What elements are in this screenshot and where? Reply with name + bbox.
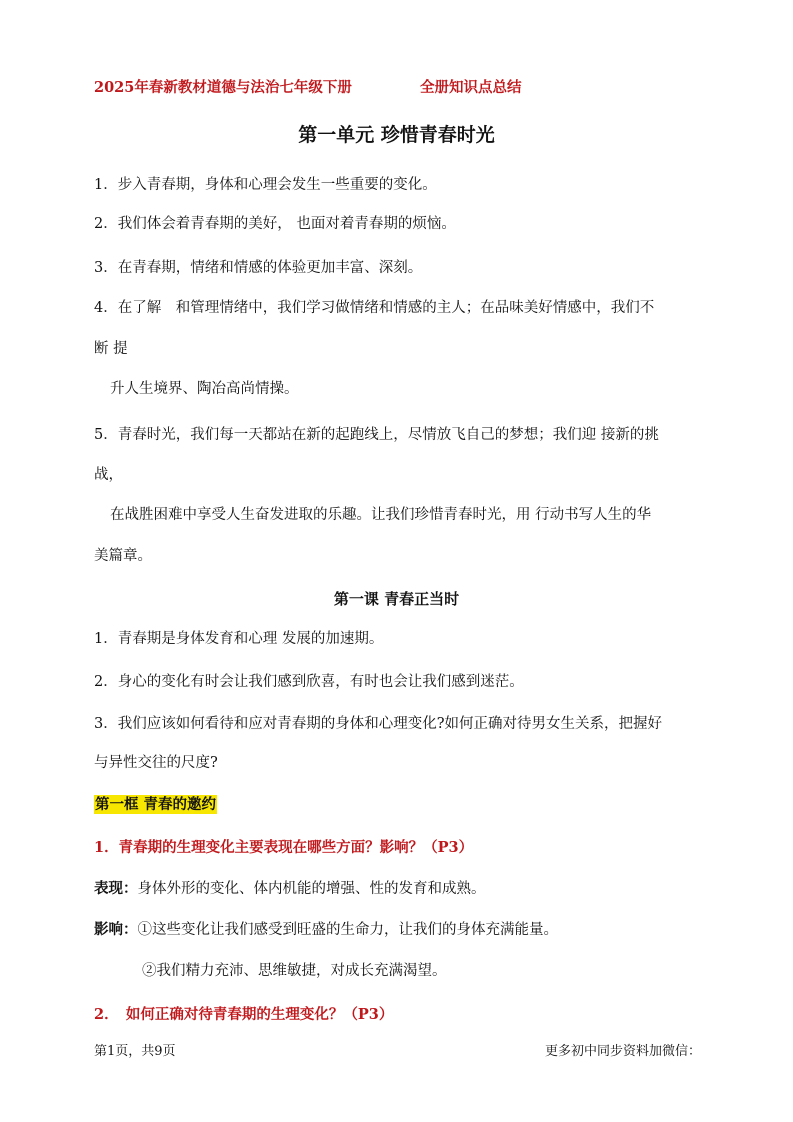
performance-text: 身体外形的变化、体内机能的增强、性的发育和成熟。 xyxy=(137,881,486,897)
question-1: 1．青春期的生理变化主要表现在哪些方面？影响？（P3） xyxy=(94,839,474,856)
unit-point-4-cont: 断 提 xyxy=(94,341,128,357)
unit-point-5: 5．青春时光，我们每一天都站在新的起跑线上，尽情放飞自己的梦想；我们迎 接新的挑 xyxy=(94,427,659,443)
impact-label: 影响： xyxy=(94,921,138,938)
lesson-point-3-cont: 与异性交往的尺度? xyxy=(94,755,218,771)
lesson-point-2: 2．身心的变化有时会让我们感到欣喜，有时也会让我们感到迷茫。 xyxy=(94,674,524,690)
unit-title: 第一单元 珍惜青春时光 xyxy=(298,124,495,146)
impact-item-2: ②我们精力充沛、思维敏捷，对成长充满渴望。 xyxy=(142,963,447,979)
page-number: 第1页，共9页 xyxy=(94,1044,176,1059)
lesson-title: 第一课 青春正当时 xyxy=(333,590,460,608)
impact-line xyxy=(94,920,558,940)
performance-label: 表现： xyxy=(94,880,138,897)
unit-point-4: 4．在了解 和管理情绪中，我们学习做情绪和情感的主人；在品味美好情感中，我们不 xyxy=(94,300,655,316)
impact-item-1: ①这些变化让我们感受到旺盛的生命力，让我们的身体充满能量。 xyxy=(137,922,558,938)
unit-point-2: 2．我们体会着青春期的美好， 也面对着青春期的烦恼。 xyxy=(94,216,456,232)
unit-point-5-cont: 战， xyxy=(94,467,123,483)
unit-point-1: 1．步入青春期，身体和心理会发生一些重要的变化。 xyxy=(94,177,437,193)
lesson-point-3: 3．我们应该如何看待和应对青春期的身体和心理变化?如何正确对待男女生关系，把握好 xyxy=(94,716,662,732)
unit-point-3: 3．在青春期，情绪和情感的体验更加丰富、深刻。 xyxy=(94,260,423,276)
header-doc-title: 2025年春新教材道德与法治七年级下册 xyxy=(94,79,352,96)
section-title: 第一框 青春的邀约 xyxy=(95,796,217,813)
unit-point-5-cont2: 在战胜困难中享受人生奋发进取的乐趣。让我们珍惜青春时光，用 行动书写人生的华 xyxy=(110,507,652,523)
unit-point-5-cont3: 美篇章。 xyxy=(94,548,152,564)
header-summary-label: 全册知识点总结 xyxy=(420,79,522,96)
performance-line xyxy=(94,879,486,899)
footer-note: 更多初中同步资料加微信： xyxy=(545,1044,702,1059)
unit-point-4-cont2: 升人生境界、陶冶高尚情操。 xyxy=(110,381,299,397)
question-2: 2． 如何正确对待青春期的生理变化？（P3） xyxy=(94,1006,394,1023)
lesson-point-1: 1．青春期是身体发育和心理 发展的加速期。 xyxy=(94,631,384,647)
